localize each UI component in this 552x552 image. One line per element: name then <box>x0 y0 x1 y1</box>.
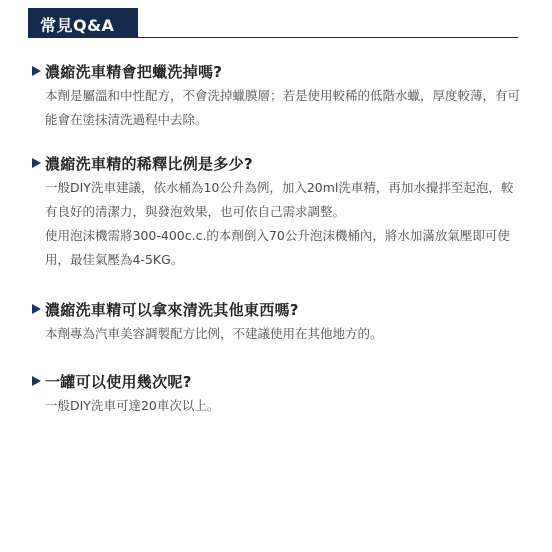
question-text: 濃縮洗車精可以拿來清洗其他東西嗎? <box>45 301 299 319</box>
answer-paragraph: 使用泡沫機需將300-400c.c.的本劑倒入70公升泡沫機桶內，將水加滿放氣壓即可使用，最佳氣壓為4-5KG。 <box>45 228 510 267</box>
question-text: 一罐可以使用幾次呢? <box>45 373 192 391</box>
header-divider <box>28 37 518 38</box>
question-text: 濃縮洗車精的稀釋比例是多少? <box>45 155 253 173</box>
answer-paragraph: 一般DIY洗車建議，依水桶為10公升為例，加入20ml洗車精，再加水攪拌至起泡，較有良好的清潔力，與發泡效果，也可依自己需求調整。 <box>45 180 514 219</box>
question-row <box>32 60 522 84</box>
answer-paragraph: 本劑是屬溫和中性配方，不會洗掉蠟膜層；若是使用較稀的低階水蠟，厚度較薄，有可能會在塗抹清洗過程中去除。 <box>45 88 521 127</box>
triangle-bullet-icon <box>32 66 41 76</box>
answer-paragraph: 本劑專為汽車美容調製配方比例，不建議使用在其他地方的。 <box>45 326 383 341</box>
qa-item-4 <box>32 370 522 418</box>
question-row <box>32 370 522 394</box>
qa-item-1 <box>32 60 522 132</box>
section-header <box>28 8 518 38</box>
triangle-bullet-icon <box>32 376 41 386</box>
answer-text <box>45 84 523 132</box>
answer-paragraph: 一般DIY洗車可達20車次以上。 <box>45 398 220 413</box>
section-title: 常見Q&A <box>40 16 115 35</box>
qa-item-3 <box>32 298 522 346</box>
answer-text <box>45 394 523 418</box>
triangle-bullet-icon <box>32 304 41 314</box>
question-text: 濃縮洗車精會把蠟洗掉嗎? <box>45 63 223 81</box>
question-row <box>32 152 522 176</box>
question-row <box>32 298 522 322</box>
answer-text <box>45 322 523 346</box>
triangle-bullet-icon <box>32 158 41 168</box>
qa-item-2 <box>32 152 522 272</box>
answer-text <box>45 176 523 272</box>
header-tab <box>28 8 138 38</box>
